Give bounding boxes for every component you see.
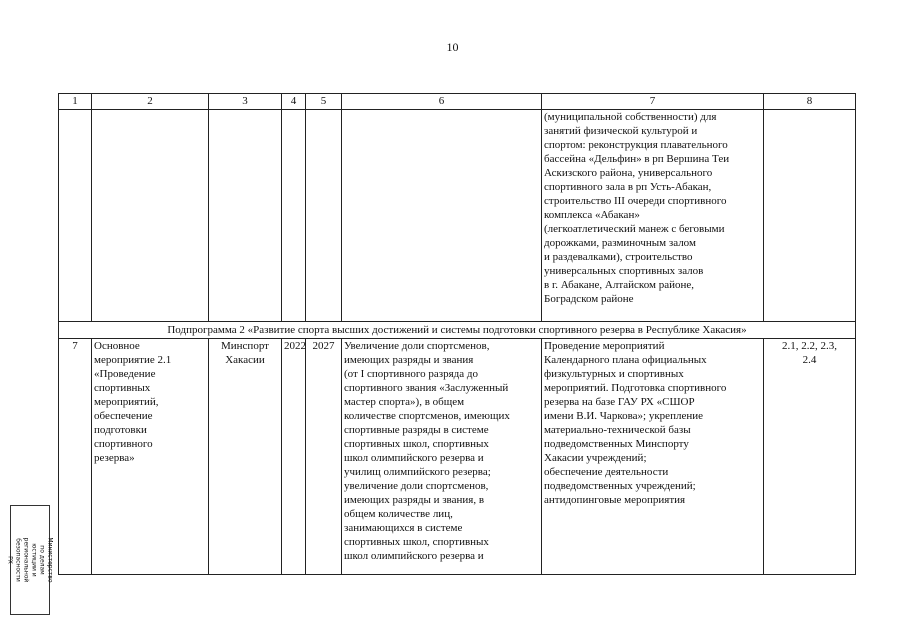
year-start-cell: 2022 <box>282 339 306 575</box>
subprogram-row <box>59 322 856 339</box>
empty-cell <box>282 110 306 322</box>
subprogram-title: Подпрограмма 2 «Развитие спорта высших достижений и системы подготовки спортивного резерва в Республике Хакасия» <box>59 322 856 339</box>
empty-cell <box>764 110 856 322</box>
column-header: 3 <box>209 94 282 110</box>
column-header: 2 <box>92 94 209 110</box>
column-header: 6 <box>342 94 542 110</box>
row-number-cell: 7 <box>59 339 92 575</box>
activities-cell: Проведение мероприятий Календарного плана официальных физкультурных и спортивных мероприятий. Подготовка спортивного резерва на базе ГАУ РХ «СШОР имени В.И. Чаркова»; укрепление материально-технической базы подведомственных Минспорту Хакасии учреждений; обеспечение деятельности подведомственных учреждений; антидопинговые мероприятия <box>542 339 764 575</box>
header-row <box>59 94 856 110</box>
page-number: 10 <box>446 40 459 54</box>
event-cell: Основное мероприятие 2.1 «Проведение спортивных мероприятий, обеспечение подготовки спортивного резерва» <box>92 339 209 575</box>
table-row <box>59 339 856 575</box>
executor-cell: Минспорт Хакасии <box>209 339 282 575</box>
stamp-text: Министерство по делам юстиции и региональной безопасности РХ <box>7 537 55 583</box>
empty-cell <box>306 110 342 322</box>
registration-stamp <box>7 505 55 615</box>
indicators-cell: 2.1, 2.2, 2.3, 2.4 <box>764 339 856 575</box>
empty-cell <box>342 110 542 322</box>
column-header: 5 <box>306 94 342 110</box>
empty-cell <box>209 110 282 322</box>
continuation-row <box>59 110 856 322</box>
year-end-cell: 2027 <box>306 339 342 575</box>
empty-cell <box>59 110 92 322</box>
program-table <box>58 93 856 575</box>
column-header: 4 <box>282 94 306 110</box>
column-header: 7 <box>542 94 764 110</box>
empty-cell <box>92 110 209 322</box>
continuation-activities-cell: (муниципальной собственности) для занятий физической культурой и спортом: реконструкция плавательного бассейна «Дельфин» в рп Вершина Теи Аскизского района, универсального спортивного зала в рп Усть-Абакан, строительство III очереди спортивного комплекса «Абакан» (легкоатлетический манеж с беговыми дорожками, разминочным залом и раздевалками), строительство универсальных спортивных залов в г. Абакане, Алтайском районе, Боградском районе <box>542 110 764 322</box>
column-header: 8 <box>764 94 856 110</box>
result-cell: Увеличение доли спортсменов, имеющих разряды и звания (от I спортивного разряда до спортивного звания «Заслуженный мастер спорта»), в общем количестве спортсменов, имеющих спортивные разряды в системе спортивных школ, спортивных школ олимпийского резерва и училищ олимпийского резерва; увеличение доли спортсменов, имеющих разряды и звания, в общем количестве лиц, занимающихся в системе спортивных школ, спортивных школ олимпийского резерва и <box>342 339 542 575</box>
column-header: 1 <box>59 94 92 110</box>
